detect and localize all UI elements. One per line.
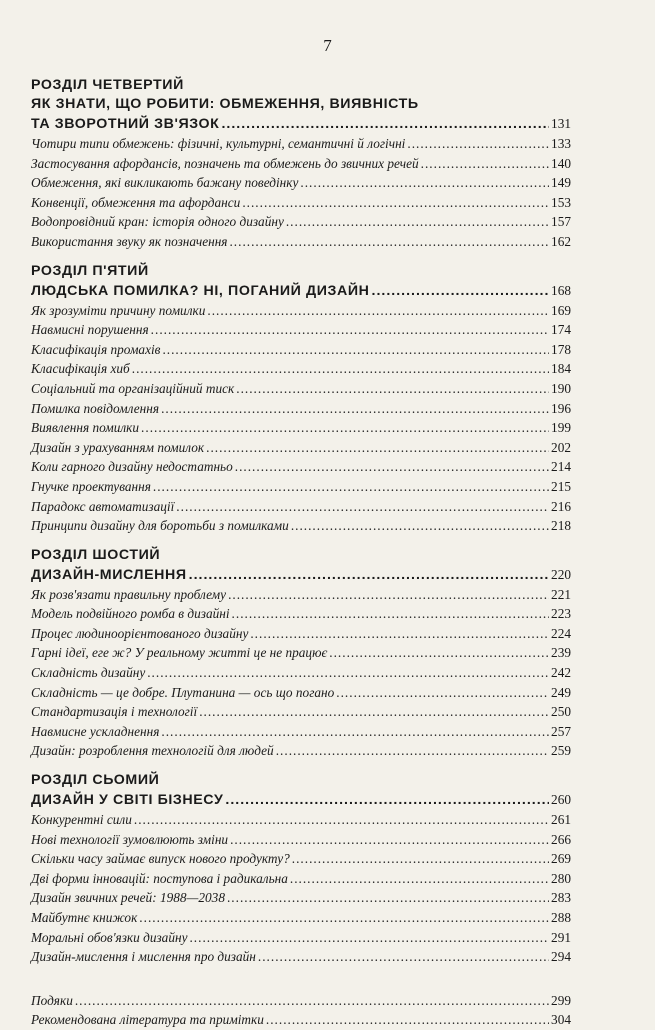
entry-title: Конвенції, обмеження та афорданси: [31, 194, 241, 210]
toc-entry: [31, 193, 571, 213]
entry-title: Моральні обов'язки дизайну: [31, 929, 188, 945]
entry-title: Обмеження, які викликають бажану поведінку: [31, 175, 299, 191]
page-ref: 184: [551, 361, 571, 377]
back-matter: [31, 991, 571, 1030]
page-number: 7: [323, 36, 332, 55]
entry-title: Майбутнє книжок: [31, 910, 138, 925]
dot-leader: [161, 722, 549, 742]
dot-leader: [206, 438, 549, 458]
toc-entry: [31, 301, 571, 321]
dot-leader: [230, 830, 549, 850]
page-ref: 216: [551, 498, 571, 514]
page-ref: 157: [551, 214, 571, 230]
toc-entry: [31, 888, 571, 908]
dot-leader: [276, 741, 549, 761]
toc-entry: [31, 399, 571, 419]
page-ref: 214: [551, 459, 571, 475]
page-ref: 280: [551, 870, 571, 886]
entry-title: Навмисне ускладнення: [31, 723, 160, 739]
entry-title: Скільки часу займає випуск нового продукту?: [31, 851, 290, 867]
entry-title: Стандартизація і технології: [31, 704, 198, 720]
toc-entry: [31, 1010, 571, 1030]
page-ref: 304: [551, 1012, 571, 1028]
page-ref: 239: [551, 645, 571, 661]
entry-title: Дизайн з урахуванням помилок: [31, 439, 205, 455]
page-ref: 249: [551, 684, 571, 700]
entry-title: Парадокс автоматизації: [31, 498, 175, 514]
page-ref: 215: [551, 478, 571, 494]
entry-title: Дизайн-мислення і мислення про дизайн: [31, 949, 256, 965]
toc-entry: [31, 340, 571, 360]
dot-leader: [266, 1010, 549, 1030]
page-ref: 266: [551, 831, 571, 847]
page-ref: 221: [551, 586, 571, 602]
chapter-title-line: ТА ЗВОРОТНИЙ ЗВ'ЯЗОК: [31, 116, 220, 132]
dot-leader: [227, 888, 549, 908]
entry-title: Виявлення помилки: [31, 420, 140, 436]
dot-leader: [407, 134, 549, 154]
toc-entry: [31, 741, 571, 761]
toc-entry: [31, 991, 571, 1011]
dot-leader: [250, 624, 549, 644]
dot-leader: [139, 908, 549, 928]
chapter-title-line: ЛЮДСЬКА ПОМИЛКА? НІ, ПОГАНИЙ ДИЗАЙН: [31, 282, 370, 299]
dot-leader: [292, 849, 549, 869]
toc-entry: [31, 497, 571, 517]
entry-title: Чотири типи обмежень: фізичні, культурні, семантичні й логічні: [31, 136, 406, 151]
page-ref: 299: [551, 992, 571, 1008]
entry-title: Конкурентні сили: [31, 812, 132, 828]
toc-entry: [31, 830, 571, 850]
chapter-title-line: ДИЗАЙН У СВІТІ БІЗНЕСУ: [31, 792, 224, 809]
dot-leader: [207, 301, 549, 321]
dot-leader: [228, 585, 549, 605]
toc-entry: [31, 643, 571, 663]
toc-entry: [31, 683, 571, 703]
dot-leader: [141, 418, 549, 438]
dot-leader: [176, 497, 549, 517]
page-ref: 283: [551, 890, 571, 906]
toc-entry: [31, 585, 571, 605]
chapter-title-entry: [31, 114, 571, 134]
toc-entry: [31, 154, 571, 174]
dot-leader: [372, 281, 550, 301]
page-ref: 291: [551, 929, 571, 945]
dot-leader: [235, 457, 549, 477]
page-ref: 260: [551, 792, 571, 808]
page-ref: 199: [551, 420, 571, 436]
chapter-number: РОЗДІЛ ЧЕТВЕРТИЙ: [31, 77, 184, 93]
entry-title: Застосування афордансів, позначень та обмежень до звичних речей: [31, 155, 419, 171]
entry-title: Навмисні порушення: [31, 322, 149, 338]
dot-leader: [161, 399, 549, 419]
chapter-title-entry: [31, 281, 571, 301]
dot-leader: [232, 604, 550, 624]
dot-leader: [221, 114, 549, 134]
dot-leader: [132, 359, 549, 379]
toc-entry: [31, 702, 571, 722]
entry-title: Соціальний та організаційний тиск: [31, 380, 235, 396]
page-ref: 131: [551, 116, 571, 131]
page-ref: 149: [551, 175, 571, 191]
toc-entry: [31, 320, 571, 340]
entry-title: Водопровідний кран: історія одного дизайну: [31, 214, 284, 230]
page-ref: 224: [551, 625, 571, 641]
chapter-number: РОЗДІЛ ШОСТИЙ: [31, 546, 161, 563]
dot-leader: [189, 565, 549, 585]
page-ref: 162: [551, 233, 571, 249]
toc-entry: [31, 849, 571, 869]
toc-entry: [31, 134, 571, 154]
entry-title: Як зрозуміти причину помилки: [31, 302, 206, 318]
dot-leader: [286, 212, 549, 232]
dot-leader: [336, 683, 549, 703]
entry-title: Дизайн звичних речей: 1988—2038: [31, 890, 225, 906]
toc-entry: [31, 722, 571, 742]
dot-leader: [153, 477, 549, 497]
dot-leader: [225, 790, 549, 810]
toc-entry: [31, 438, 571, 458]
entry-title: Використання звуку як позначення: [31, 233, 228, 249]
page-ref: 168: [551, 282, 571, 298]
dot-leader: [291, 516, 549, 536]
toc-entry: [31, 908, 571, 928]
page-ref: 178: [551, 341, 571, 357]
chapter-5: [31, 262, 571, 536]
toc-entry: [31, 418, 571, 438]
toc-entry: [31, 604, 571, 624]
page-ref: 153: [551, 194, 571, 210]
dot-leader: [229, 232, 549, 252]
page-ref: 218: [551, 518, 571, 534]
toc-entry: [31, 359, 571, 379]
toc-entry: [31, 516, 571, 536]
dot-leader: [300, 173, 549, 193]
toc-entry: [31, 663, 571, 683]
page-ref: 190: [551, 380, 571, 396]
page-ref: 261: [551, 812, 571, 828]
toc-entry: [31, 810, 571, 830]
page-ref: 294: [551, 949, 571, 965]
page-ref: 196: [551, 400, 571, 416]
dot-leader: [290, 869, 549, 889]
page-ref: 169: [551, 302, 571, 318]
page-ref: 133: [551, 136, 571, 151]
page-ref: 288: [551, 910, 571, 925]
toc-entry: [31, 173, 571, 193]
toc-entry: [31, 928, 571, 948]
toc-entry: [31, 624, 571, 644]
dot-leader: [421, 154, 549, 174]
entry-title: Класифікація промахів: [31, 341, 161, 357]
dot-leader: [242, 193, 549, 213]
toc-entry: [31, 457, 571, 477]
dot-leader: [236, 379, 549, 399]
page-ref: 257: [551, 723, 571, 739]
page-ref: 250: [551, 704, 571, 720]
chapter-number: РОЗДІЛ СЬОМИЙ: [31, 772, 160, 789]
chapter-title-line: ДИЗАЙН-МИСЛЕННЯ: [31, 566, 187, 583]
chapter-4: [31, 76, 571, 252]
entry-title: Дизайн: розроблення технологій для людей: [31, 743, 274, 759]
page-ref: 202: [551, 439, 571, 455]
entry-title: Як розв'язати правильну проблему: [31, 586, 227, 602]
dot-leader: [162, 340, 549, 360]
toc-entry: [31, 947, 571, 967]
entry-title: Гнучке проектування: [31, 478, 151, 494]
dot-leader: [329, 643, 549, 663]
page-ref: 174: [551, 322, 571, 338]
entry-title: Складність дизайну: [31, 665, 146, 681]
chapter-number: РОЗДІЛ П'ЯТИЙ: [31, 262, 149, 279]
page-ref: 220: [551, 566, 571, 582]
entry-title: Класифікація хиб: [31, 361, 130, 377]
entry-title: Помилка повідомлення: [31, 400, 160, 416]
table-of-contents: [31, 76, 571, 1030]
entry-title: Коли гарного дизайну недостатньо: [31, 459, 233, 475]
entry-title: Нові технології зумовлюють зміни: [31, 831, 229, 847]
entry-title: Складність — це добре. Плутанина — ось що погано: [31, 684, 335, 700]
entry-title: Модель подвійного ромба в дизайні: [31, 606, 230, 622]
toc-entry: [31, 212, 571, 232]
entry-title: Гарні ідеї, еге ж? У реальному житті це не працює: [31, 645, 328, 661]
entry-title: Рекомендована література та примітки: [31, 1012, 264, 1028]
toc-entry: [31, 869, 571, 889]
page-ref: 259: [551, 743, 571, 759]
entry-title: Подяки: [31, 992, 73, 1008]
chapter-title-entry: [31, 565, 571, 585]
page-ref: 269: [551, 851, 571, 867]
dot-leader: [258, 947, 549, 967]
dot-leader: [75, 991, 549, 1011]
chapter-6: [31, 546, 571, 761]
entry-title: Дві форми інновацій: поступова і радикальна: [31, 870, 288, 886]
chapter-title-entry: [31, 790, 571, 810]
page-ref: 140: [551, 155, 571, 171]
chapter-title-line: ЯК ЗНАТИ, ЩО РОБИТИ: ОБМЕЖЕННЯ, ВИЯВНІСТЬ: [31, 96, 419, 112]
entry-title: Принципи дизайну для боротьби з помилками: [31, 518, 289, 534]
dot-leader: [134, 810, 549, 830]
toc-entry: [31, 379, 571, 399]
entry-title: Процес людиноорієнтованого дизайну: [31, 625, 249, 641]
toc-entry: [31, 477, 571, 497]
page-ref: 223: [551, 606, 571, 622]
page-ref: 242: [551, 665, 571, 681]
dot-leader: [199, 702, 549, 722]
dot-leader: [147, 663, 549, 683]
dot-leader: [189, 928, 549, 948]
dot-leader: [151, 320, 549, 340]
chapter-7: [31, 771, 571, 967]
toc-entry: [31, 232, 571, 252]
